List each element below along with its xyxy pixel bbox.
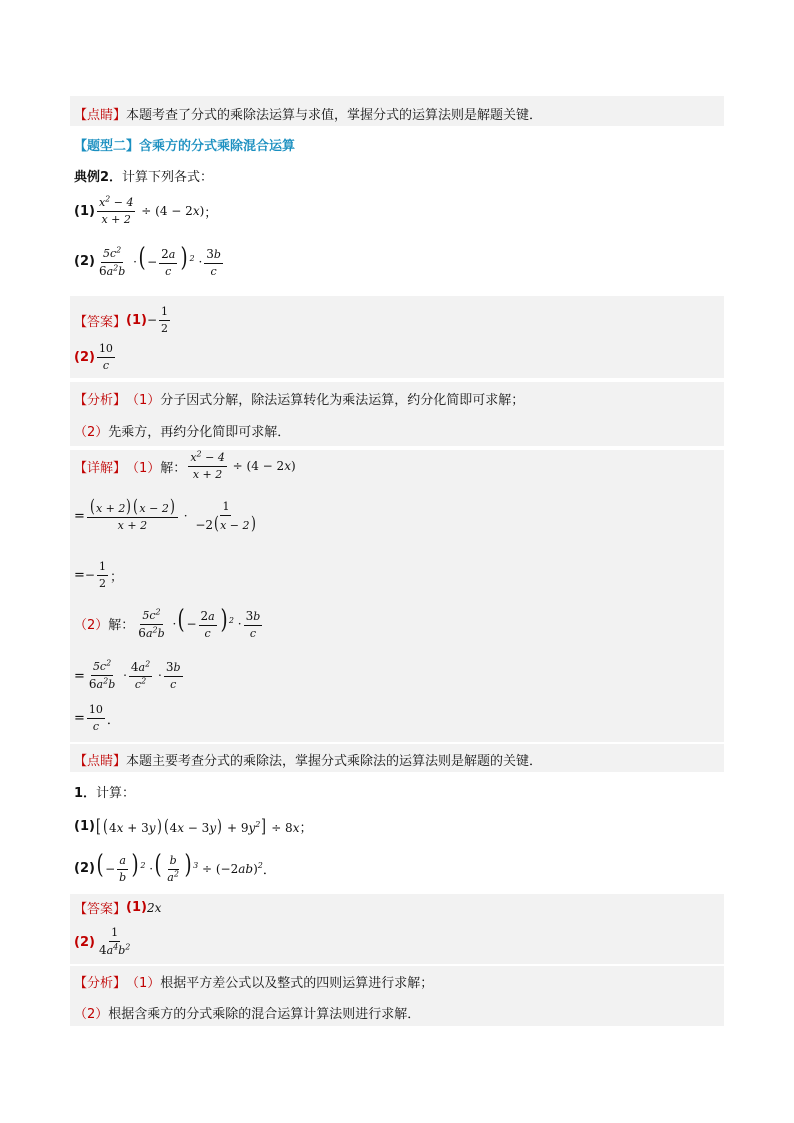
analysis-1-text: 根据平方差公式以及整式的四则运算进行求解； (160, 976, 434, 991)
problem-2 (74, 245, 225, 279)
answer-1-line-2 (74, 342, 117, 373)
problem-1-label: (1) (74, 204, 95, 219)
period: ． (262, 863, 276, 878)
answer-tag: 【答案】 (74, 902, 127, 917)
semicolon: ； (299, 821, 313, 836)
detail-line-5 (74, 660, 185, 692)
analysis-2-label: （2） (74, 1007, 109, 1022)
analysis-1-label: （1） (126, 976, 161, 991)
detail-line-1 (74, 451, 296, 482)
analysis-2-line-2 (74, 1003, 420, 1022)
note-text: 本题考查了分式的乘除法运算与求值，掌握分式的运算法则是解题关键． (126, 108, 543, 123)
problem-1 (74, 196, 217, 227)
semicolon: ； (109, 570, 123, 585)
equals: = (74, 668, 85, 684)
semicolon: ； (204, 206, 218, 221)
detail-result-2: $\frac{10}{c}$ (88, 703, 103, 733)
example-text: 计算下列各式： (122, 170, 214, 185)
detail-line-4 (74, 607, 264, 641)
problem-2-label: (2) (74, 254, 95, 270)
answer-1-label: (1) (126, 900, 147, 915)
exercise-label: 1． (74, 786, 97, 801)
example-title (74, 166, 213, 185)
detail-line-2 (74, 496, 261, 534)
note-text: 本题主要考查分式的乘除法，掌握分式乘除法的运算法则是解题的关键． (126, 754, 543, 769)
answer-2-value: $\frac{1}{4a^4b^2}$ (98, 926, 131, 957)
section-heading-text: 【题型二】含乘方的分式乘除混合运算 (74, 139, 296, 154)
answer-1-label: (1) (126, 313, 147, 328)
exercise-problem-2 (74, 852, 276, 885)
analysis-2-text: 根据含乘方的分式乘除的混合运算计算法则进行求解． (108, 1007, 421, 1022)
answer-2-label: (2) (74, 350, 95, 365)
analysis-2-text: 先乘方，再约分化简即可求解． (108, 425, 291, 440)
section-heading (74, 135, 295, 154)
answer-2-label: (2) (74, 934, 95, 950)
detail-1-formula: $\frac{x^2 - 4}{x + 2}$ ÷ (4 − 2x) (190, 449, 296, 481)
equals: = (74, 711, 85, 726)
analysis-tag: 【分析】 (74, 393, 127, 408)
detail-step-1: $\frac{(x + 2) (x - 2)}{x + 2}$ · $\frac{1}{-2(x - 2)}$ (85, 500, 261, 533)
detail-2-jie: 解： (108, 618, 135, 634)
exercise-1-formula: [ (4x + 3y) $(4x - 3y) + 9y^2] \div 8x$ (95, 816, 300, 837)
period: ． (106, 713, 120, 728)
detail-1-label: （1） (126, 461, 161, 476)
analysis-1-line-2 (74, 421, 290, 440)
example-label: 典例2． (74, 170, 123, 185)
detail-step-2: $\frac{5c^2}{6a^2b}$ · $\frac{4a^2}{c^2}$ · $\frac{3b}{c}$ (88, 658, 181, 691)
detail-result-1: − $\frac{1}{2}$ (84, 560, 106, 590)
answer-2-value: $\frac{10}{c}$ (98, 342, 113, 372)
problem-1-formula: $\frac{x^2 - 4}{x + 2}$ ÷ (4 − 2x) (98, 194, 205, 226)
exercise-2-label: (2) (74, 861, 95, 876)
exercise-1-label: (1) (74, 819, 95, 834)
answer-tag: 【答案】 (74, 315, 127, 330)
analysis-1-label: （1） (126, 393, 161, 408)
analysis-1-text: 分子因式分解，除法运算转化为乘法运算，约分化简即可求解； (160, 393, 525, 408)
exercise-problem-1 (74, 816, 313, 837)
analysis-1-line-1 (74, 389, 524, 408)
note-tag: 【点睛】 (74, 754, 127, 769)
exercise-title (74, 782, 135, 801)
exercise-text: 计算： (96, 786, 136, 801)
detail-block (70, 450, 724, 742)
equals: = (74, 509, 85, 524)
analysis-2-line-1 (74, 972, 433, 991)
detail-line-3 (74, 560, 123, 591)
analysis-tag: 【分析】 (74, 976, 127, 991)
note-line-2 (74, 750, 542, 769)
detail-line-6 (74, 703, 120, 734)
answer-block-2 (70, 894, 724, 964)
detail-2-formula: $\frac{5c^2}{6a^2b}$ ·( − $\frac{2a}{c}$ ) $^2$ · $\frac{3b}{c}$ (138, 605, 261, 640)
detail-1-jie: 解： (160, 461, 187, 476)
answer-2-line-1 (74, 898, 161, 917)
answer-1-line-1 (74, 305, 172, 336)
note-tag: 【点睛】 (74, 108, 127, 123)
note-line-1 (74, 104, 542, 123)
detail-tag: 【详解】 (74, 461, 127, 476)
answer-1-value: 2x (146, 900, 162, 915)
detail-2-label: （2） (74, 618, 109, 634)
answer-2-line-2 (74, 926, 134, 958)
problem-2-formula: $\frac{5c^2}{6a^2b}$ ·( − $\frac{2a}{c}$ ) $^2$ · $\frac{3b}{c}$ (98, 243, 221, 278)
analysis-2-label: （2） (74, 425, 109, 440)
equals: = (74, 568, 85, 583)
exercise-2-formula: ( − $\frac{a}{b}$ ) $^2$ ·( $\frac{b}{a^2}$ ) $^3 \div (-2ab)^2$ (96, 850, 263, 884)
answer-1-value: − $\frac{1}{2}$ (146, 305, 169, 335)
